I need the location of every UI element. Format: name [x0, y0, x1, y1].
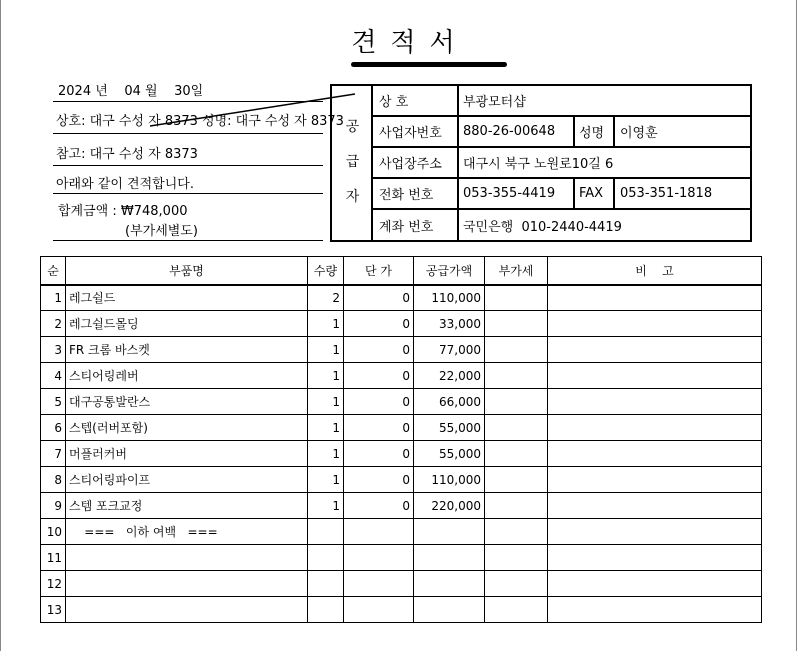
row-number: 6 — [41, 415, 66, 441]
row-part-name: 레그쉴드몰딩 — [66, 311, 308, 337]
row-qty: 1 — [308, 493, 344, 519]
row-vat — [485, 311, 548, 337]
row-part-name — [66, 545, 308, 571]
recipient-line: 상호: 대구 수성 자 8373 성명: 대구 수성 자 8373 — [56, 114, 344, 129]
row-part-name: 스템 포크교정 — [66, 493, 308, 519]
row-remarks — [548, 311, 762, 337]
row-supply-amount: 220,000 — [414, 493, 485, 519]
row-part-name: 대구공통발란스 — [66, 389, 308, 415]
row-qty: 1 — [308, 467, 344, 493]
row-part-name: 스텝(러버포함) — [66, 415, 308, 441]
row-unit-price: 0 — [344, 363, 414, 389]
document-title: 견적서 — [351, 28, 469, 58]
row-qty: 1 — [308, 311, 344, 337]
row-vat — [485, 545, 548, 571]
table-row — [41, 467, 762, 493]
row-vat — [485, 441, 548, 467]
row-qty: 1 — [308, 415, 344, 441]
row-unit-price: 0 — [344, 337, 414, 363]
row-part-name — [66, 597, 308, 623]
vat-note: (부가세별도) — [125, 224, 198, 239]
supplier-company-row — [373, 86, 750, 117]
row-number: 7 — [41, 441, 66, 467]
row-unit-price — [344, 597, 414, 623]
header-unit-price: 단 가 — [344, 257, 414, 285]
row-qty — [308, 545, 344, 571]
row-number: 1 — [41, 285, 66, 311]
row-unit-price: 0 — [344, 389, 414, 415]
row-unit-price: 0 — [344, 311, 414, 337]
row-number: 9 — [41, 493, 66, 519]
company-value: 부광모터샵 — [457, 86, 526, 115]
row-number: 8 — [41, 467, 66, 493]
supplier-reg-row — [373, 117, 750, 148]
row-unit-price: 0 — [344, 467, 414, 493]
row-unit-price: 0 — [344, 285, 414, 311]
row-supply-amount: 110,000 — [414, 285, 485, 311]
row-number: 12 — [41, 571, 66, 597]
items-table — [40, 256, 762, 623]
account-label: 계좌 번호 — [379, 219, 434, 235]
row-number: 11 — [41, 545, 66, 571]
row-remarks — [548, 493, 762, 519]
header-vat: 부가세 — [485, 257, 548, 285]
row-supply-amount — [414, 519, 485, 545]
row-qty — [308, 519, 344, 545]
addr-value: 대구시 북구 노원로10길 6 — [457, 148, 613, 177]
row-remarks — [548, 597, 762, 623]
table-row — [41, 389, 762, 415]
row-vat — [485, 363, 548, 389]
row-remarks — [548, 571, 762, 597]
row-remarks — [548, 363, 762, 389]
name-value: 이영훈 — [613, 117, 658, 146]
row-part-name: 레그쉴드 — [66, 285, 308, 311]
row-qty: 1 — [308, 337, 344, 363]
row-remarks — [548, 285, 762, 311]
header-part-name: 부품명 — [66, 257, 308, 285]
row-number: 10 — [41, 519, 66, 545]
row-number: 3 — [41, 337, 66, 363]
row-vat — [485, 337, 548, 363]
company-label: 상 호 — [379, 95, 409, 110]
row-unit-price: 0 — [344, 441, 414, 467]
row-remarks — [548, 519, 762, 545]
row-vat — [485, 519, 548, 545]
page-border-right — [796, 0, 797, 651]
supplier-label-char: 공 — [345, 119, 360, 135]
tel-value: 053-355-4419 — [457, 179, 573, 208]
row-vat — [485, 597, 548, 623]
fax-value: 053-351-1818 — [613, 179, 712, 208]
row-supply-amount: 66,000 — [414, 389, 485, 415]
row-unit-price — [344, 545, 414, 571]
page-border-left — [0, 0, 1, 651]
row-qty — [308, 571, 344, 597]
reg-label: 사업자번호 — [379, 126, 442, 141]
table-row — [41, 571, 762, 597]
table-row — [41, 493, 762, 519]
addr-label: 사업장주소 — [379, 157, 442, 172]
row-part-name: 스티어링레버 — [66, 363, 308, 389]
row-qty: 1 — [308, 441, 344, 467]
table-row — [41, 285, 762, 311]
row-part-name: === 이하 여백 === — [66, 519, 308, 545]
table-header-row — [41, 257, 762, 285]
reference-line: 참고: 대구 수성 자 8373 — [56, 147, 198, 162]
table-row — [41, 597, 762, 623]
reg-value: 880-26-00648 — [457, 117, 573, 146]
row-supply-amount: 77,000 — [414, 337, 485, 363]
row-qty: 2 — [308, 285, 344, 311]
row-number: 2 — [41, 311, 66, 337]
total-amount: 합계금액 : ₩748,000 — [58, 204, 188, 219]
supplier-label-char: 급 — [345, 154, 360, 170]
row-part-name: 스티어링파이프 — [66, 467, 308, 493]
row-remarks — [548, 545, 762, 571]
row-vat — [485, 285, 548, 311]
supplier-address-row — [373, 148, 750, 179]
row-supply-amount — [414, 597, 485, 623]
row-supply-amount: 55,000 — [414, 441, 485, 467]
name-label: 성명 — [573, 117, 613, 146]
row-remarks — [548, 415, 762, 441]
table-row — [41, 519, 762, 545]
row-qty — [308, 597, 344, 623]
row-vat — [485, 389, 548, 415]
row-unit-price: 0 — [344, 493, 414, 519]
supplier-box — [330, 84, 752, 242]
table-row — [41, 545, 762, 571]
diagonal-stroke — [150, 88, 360, 128]
row-supply-amount: 110,000 — [414, 467, 485, 493]
row-supply-amount: 33,000 — [414, 311, 485, 337]
table-row — [41, 311, 762, 337]
header-qty: 수량 — [308, 257, 344, 285]
row-unit-price: 0 — [344, 415, 414, 441]
header-remarks: 비 고 — [548, 257, 762, 285]
row-remarks — [548, 467, 762, 493]
account-value: 국민은행 010-2440-4419 — [457, 210, 622, 240]
row-remarks — [548, 337, 762, 363]
supplier-label-column — [332, 86, 373, 240]
row-remarks — [548, 389, 762, 415]
table-row — [41, 441, 762, 467]
row-unit-price — [344, 571, 414, 597]
header-supply-amount: 공급가액 — [414, 257, 485, 285]
table-row — [41, 415, 762, 441]
row-qty: 1 — [308, 363, 344, 389]
row-part-name: FR 크롬 바스켓 — [66, 337, 308, 363]
row-number: 4 — [41, 363, 66, 389]
row-supply-amount — [414, 571, 485, 597]
row-vat — [485, 467, 548, 493]
supplier-account-row — [373, 210, 750, 240]
row-vat — [485, 571, 548, 597]
row-remarks — [548, 441, 762, 467]
row-unit-price — [344, 519, 414, 545]
row-supply-amount: 22,000 — [414, 363, 485, 389]
tel-label: 전화 번호 — [379, 188, 434, 203]
title-underline — [351, 62, 507, 67]
row-number: 5 — [41, 389, 66, 415]
supplier-label-char: 자 — [345, 189, 360, 205]
row-number: 13 — [41, 597, 66, 623]
fax-label: FAX — [573, 179, 613, 208]
row-vat — [485, 493, 548, 519]
row-part-name: 머플러커버 — [66, 441, 308, 467]
intro-line: 아래와 같이 견적합니다. — [56, 177, 194, 192]
header-no: 순 — [41, 257, 66, 285]
quote-date: 2024 년 04 월 30일 — [58, 84, 204, 99]
table-row — [41, 363, 762, 389]
row-qty: 1 — [308, 389, 344, 415]
row-supply-amount — [414, 545, 485, 571]
row-supply-amount: 55,000 — [414, 415, 485, 441]
row-vat — [485, 415, 548, 441]
table-row — [41, 337, 762, 363]
row-part-name — [66, 571, 308, 597]
supplier-tel-row — [373, 179, 750, 210]
